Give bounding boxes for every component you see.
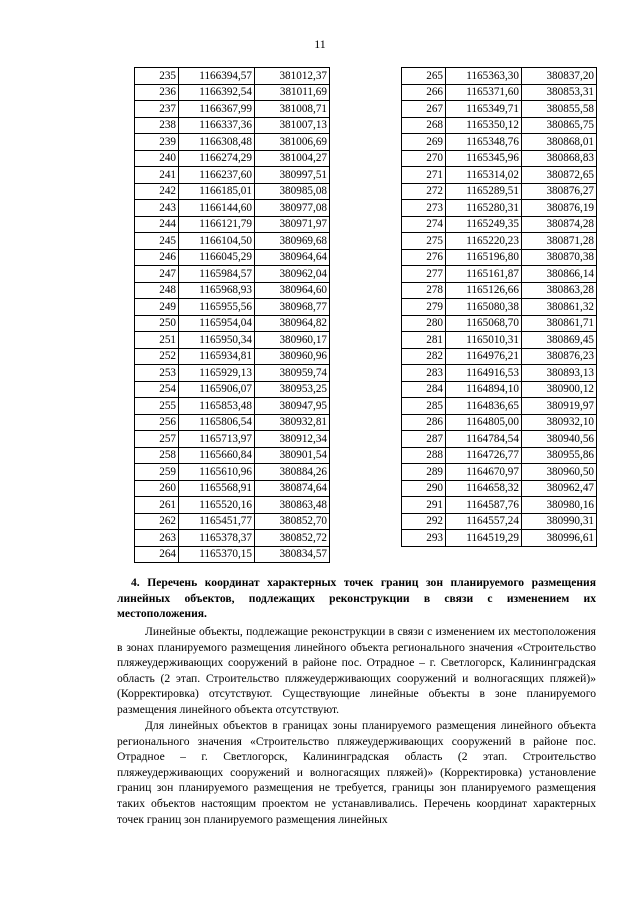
- paragraph-1-text: Линейные объекты, подлежащие реконструкции в связи с изменением их местоположения в зонах планируемого размещения линейного объекта регионального значения «Строительство пляжеудерживающих сооружений в районе пос. Отрадное – г. Светлогорск, Калининградская область (2 этап. Строительство пляжеудерживающих сооружений и волногасящих пляжей)» (Корректировка) отсутствуют. Существующие линейные объекты в зоне планируемого размещения линейного объекта отсутствуют.: [117, 625, 596, 716]
- table-row: [135, 101, 330, 118]
- table-row: [402, 398, 597, 415]
- x-coordinate-cell: 1165968,93: [179, 282, 255, 299]
- x-coordinate-cell: 1165568,91: [179, 480, 255, 497]
- point-number-cell: 251: [135, 332, 179, 349]
- x-coordinate-cell: 1165934,81: [179, 348, 255, 365]
- point-number-cell: 255: [135, 398, 179, 415]
- point-number-cell: 281: [402, 332, 446, 349]
- table-row: [135, 348, 330, 365]
- point-number-cell: 261: [135, 497, 179, 514]
- table-row: [402, 68, 597, 85]
- point-number-cell: 246: [135, 249, 179, 266]
- table-row: [135, 398, 330, 415]
- y-coordinate-cell: 380900,12: [522, 381, 597, 398]
- y-coordinate-cell: 380919,97: [522, 398, 597, 415]
- x-coordinate-cell: 1165161,87: [446, 266, 522, 283]
- table-row: [135, 315, 330, 332]
- x-coordinate-cell: 1166337,36: [179, 117, 255, 134]
- point-number-cell: 249: [135, 299, 179, 316]
- table-row: [135, 530, 330, 547]
- table-row: [402, 101, 597, 118]
- point-number-cell: 245: [135, 233, 179, 250]
- point-number-cell: 242: [135, 183, 179, 200]
- table-row: [135, 68, 330, 85]
- point-number-cell: 267: [402, 101, 446, 118]
- y-coordinate-cell: 380959,74: [255, 365, 330, 382]
- point-number-cell: 250: [135, 315, 179, 332]
- point-number-cell: 254: [135, 381, 179, 398]
- y-coordinate-cell: 380985,08: [255, 183, 330, 200]
- table-row: [402, 117, 597, 134]
- y-coordinate-cell: 380969,68: [255, 233, 330, 250]
- point-number-cell: 252: [135, 348, 179, 365]
- y-coordinate-cell: 380990,31: [522, 513, 597, 530]
- x-coordinate-cell: 1165080,38: [446, 299, 522, 316]
- table-row: [135, 200, 330, 217]
- x-coordinate-cell: 1164805,00: [446, 414, 522, 431]
- y-coordinate-cell: 380960,17: [255, 332, 330, 349]
- table-row: [402, 216, 597, 233]
- table-row: [135, 266, 330, 283]
- point-number-cell: 236: [135, 84, 179, 101]
- point-number-cell: 248: [135, 282, 179, 299]
- x-coordinate-cell: 1165314,02: [446, 167, 522, 184]
- y-coordinate-cell: 380853,31: [522, 84, 597, 101]
- x-coordinate-cell: 1166144,60: [179, 200, 255, 217]
- table-row: [402, 381, 597, 398]
- point-number-cell: 262: [135, 513, 179, 530]
- x-coordinate-cell: 1165906,07: [179, 381, 255, 398]
- point-number-cell: 269: [402, 134, 446, 151]
- table-row: [135, 84, 330, 101]
- x-coordinate-cell: 1165126,66: [446, 282, 522, 299]
- y-coordinate-cell: 381012,37: [255, 68, 330, 85]
- table-row: [135, 431, 330, 448]
- x-coordinate-cell: 1165378,37: [179, 530, 255, 547]
- x-coordinate-cell: 1164976,21: [446, 348, 522, 365]
- point-number-cell: 260: [135, 480, 179, 497]
- table-row: [135, 183, 330, 200]
- y-coordinate-cell: 380866,14: [522, 266, 597, 283]
- table-row: [402, 167, 597, 184]
- point-number-cell: 258: [135, 447, 179, 464]
- y-coordinate-cell: 380940,56: [522, 431, 597, 448]
- x-coordinate-cell: 1166394,57: [179, 68, 255, 85]
- x-coordinate-cell: 1164587,76: [446, 497, 522, 514]
- point-number-cell: 273: [402, 200, 446, 217]
- y-coordinate-cell: 380863,48: [255, 497, 330, 514]
- point-number-cell: 277: [402, 266, 446, 283]
- table-row: [135, 546, 330, 563]
- x-coordinate-cell: 1165196,80: [446, 249, 522, 266]
- y-coordinate-cell: 380960,50: [522, 464, 597, 481]
- table-row: [402, 150, 597, 167]
- y-coordinate-cell: 380868,83: [522, 150, 597, 167]
- table-row: [135, 233, 330, 250]
- y-coordinate-cell: 381011,69: [255, 84, 330, 101]
- point-number-cell: 253: [135, 365, 179, 382]
- table-row: [135, 464, 330, 481]
- section-number: 4.: [131, 576, 140, 589]
- table-row: [402, 84, 597, 101]
- point-number-cell: 293: [402, 530, 446, 547]
- point-number-cell: 243: [135, 200, 179, 217]
- page-number: 11: [314, 37, 326, 51]
- y-coordinate-cell: 380876,23: [522, 348, 597, 365]
- table-row: [135, 150, 330, 167]
- y-coordinate-cell: 380870,38: [522, 249, 597, 266]
- y-coordinate-cell: 380932,10: [522, 414, 597, 431]
- x-coordinate-cell: 1164658,32: [446, 480, 522, 497]
- y-coordinate-cell: 380876,19: [522, 200, 597, 217]
- point-number-cell: 291: [402, 497, 446, 514]
- y-coordinate-cell: 380861,71: [522, 315, 597, 332]
- x-coordinate-cell: 1165660,84: [179, 447, 255, 464]
- x-coordinate-cell: 1165220,23: [446, 233, 522, 250]
- y-coordinate-cell: 380997,51: [255, 167, 330, 184]
- table-row: [402, 134, 597, 151]
- y-coordinate-cell: 381008,71: [255, 101, 330, 118]
- table-row: [135, 513, 330, 530]
- table-row: [135, 381, 330, 398]
- x-coordinate-cell: 1165280,31: [446, 200, 522, 217]
- point-number-cell: 275: [402, 233, 446, 250]
- x-coordinate-cell: 1165370,15: [179, 546, 255, 563]
- table-row: [402, 431, 597, 448]
- table-row: [402, 249, 597, 266]
- y-coordinate-cell: 380861,32: [522, 299, 597, 316]
- y-coordinate-cell: 380960,96: [255, 348, 330, 365]
- x-coordinate-cell: 1164836,65: [446, 398, 522, 415]
- x-coordinate-cell: 1165345,96: [446, 150, 522, 167]
- x-coordinate-cell: 1165349,71: [446, 101, 522, 118]
- y-coordinate-cell: 380869,45: [522, 332, 597, 349]
- point-number-cell: 276: [402, 249, 446, 266]
- table-row: [135, 332, 330, 349]
- y-coordinate-cell: 380884,26: [255, 464, 330, 481]
- point-number-cell: 280: [402, 315, 446, 332]
- x-coordinate-cell: 1164784,54: [446, 431, 522, 448]
- y-coordinate-cell: 380876,27: [522, 183, 597, 200]
- x-coordinate-cell: 1165929,13: [179, 365, 255, 382]
- y-coordinate-cell: 380977,08: [255, 200, 330, 217]
- section-heading: [117, 575, 596, 622]
- x-coordinate-cell: 1166392,54: [179, 84, 255, 101]
- table-row: [402, 282, 597, 299]
- x-coordinate-cell: 1165350,12: [446, 117, 522, 134]
- point-number-cell: 266: [402, 84, 446, 101]
- table-row: [135, 167, 330, 184]
- table-row: [135, 216, 330, 233]
- y-coordinate-cell: 380874,28: [522, 216, 597, 233]
- table-row: [135, 497, 330, 514]
- table-row: [402, 348, 597, 365]
- x-coordinate-cell: 1166045,29: [179, 249, 255, 266]
- y-coordinate-cell: 380980,16: [522, 497, 597, 514]
- point-number-cell: 283: [402, 365, 446, 382]
- paragraph-2: [117, 718, 596, 827]
- table-row: [135, 480, 330, 497]
- y-coordinate-cell: 381006,69: [255, 134, 330, 151]
- y-coordinate-cell: 380893,13: [522, 365, 597, 382]
- point-number-cell: 244: [135, 216, 179, 233]
- y-coordinate-cell: 380852,70: [255, 513, 330, 530]
- point-number-cell: 290: [402, 480, 446, 497]
- y-coordinate-cell: 380964,60: [255, 282, 330, 299]
- table-row: [135, 249, 330, 266]
- x-coordinate-cell: 1164519,29: [446, 530, 522, 547]
- y-coordinate-cell: 380834,57: [255, 546, 330, 563]
- y-coordinate-cell: 380947,95: [255, 398, 330, 415]
- table-row: [402, 480, 597, 497]
- table-row: [135, 282, 330, 299]
- x-coordinate-cell: 1166308,48: [179, 134, 255, 151]
- y-coordinate-cell: 380863,28: [522, 282, 597, 299]
- point-number-cell: 256: [135, 414, 179, 431]
- x-coordinate-cell: 1164894,10: [446, 381, 522, 398]
- point-number-cell: 270: [402, 150, 446, 167]
- point-number-cell: 237: [135, 101, 179, 118]
- table-row: [402, 497, 597, 514]
- table-row: [402, 233, 597, 250]
- point-number-cell: 278: [402, 282, 446, 299]
- x-coordinate-cell: 1166185,01: [179, 183, 255, 200]
- table-row: [402, 530, 597, 547]
- y-coordinate-cell: 380964,82: [255, 315, 330, 332]
- point-number-cell: 284: [402, 381, 446, 398]
- y-coordinate-cell: 380955,86: [522, 447, 597, 464]
- table-row: [402, 447, 597, 464]
- y-coordinate-cell: 381007,13: [255, 117, 330, 134]
- table-row: [402, 513, 597, 530]
- paragraph-1: [117, 624, 596, 718]
- y-coordinate-cell: 380932,81: [255, 414, 330, 431]
- point-number-cell: 292: [402, 513, 446, 530]
- x-coordinate-cell: 1165955,56: [179, 299, 255, 316]
- y-coordinate-cell: 380953,25: [255, 381, 330, 398]
- y-coordinate-cell: 380874,64: [255, 480, 330, 497]
- point-number-cell: 271: [402, 167, 446, 184]
- x-coordinate-cell: 1165610,96: [179, 464, 255, 481]
- table-row: [135, 447, 330, 464]
- y-coordinate-cell: 381004,27: [255, 150, 330, 167]
- point-number-cell: 287: [402, 431, 446, 448]
- x-coordinate-cell: 1164916,53: [446, 365, 522, 382]
- table-row: [135, 117, 330, 134]
- y-coordinate-cell: 380852,72: [255, 530, 330, 547]
- y-coordinate-cell: 380912,34: [255, 431, 330, 448]
- table-row: [402, 266, 597, 283]
- section-heading-text: Перечень координат характерных точек границ зон планируемого размещения линейных объектов, подлежащих реконструкции в связи с изменением их местоположения.: [117, 576, 596, 621]
- point-number-cell: 257: [135, 431, 179, 448]
- y-coordinate-cell: 380962,47: [522, 480, 597, 497]
- table-row: [135, 414, 330, 431]
- paragraph-2-text: Для линейных объектов в границах зоны планируемого размещения линейного объекта регионального значения «Строительство пляжеудерживающих сооружений в районе пос. Отрадное – г. Светлогорск, Калининградская область (2 этап. Строительство пляжеудерживающих сооружений и волногасящих пляжей)» (Корректировка) установление границ зон планируемого размещения не требуется, границы зон планируемого размещения таких объектов настоящим проектом не устанавливались. Перечень координат характерных точек границ зон планируемого размещения линейных: [117, 719, 596, 826]
- x-coordinate-cell: 1165068,70: [446, 315, 522, 332]
- point-number-cell: 268: [402, 117, 446, 134]
- y-coordinate-cell: 380868,01: [522, 134, 597, 151]
- x-coordinate-cell: 1166367,99: [179, 101, 255, 118]
- point-number-cell: 285: [402, 398, 446, 415]
- x-coordinate-cell: 1165520,16: [179, 497, 255, 514]
- x-coordinate-cell: 1165451,77: [179, 513, 255, 530]
- table-row: [402, 315, 597, 332]
- point-number-cell: 247: [135, 266, 179, 283]
- point-number-cell: 289: [402, 464, 446, 481]
- y-coordinate-cell: 380865,75: [522, 117, 597, 134]
- x-coordinate-cell: 1166104,50: [179, 233, 255, 250]
- y-coordinate-cell: 380996,61: [522, 530, 597, 547]
- table-row: [402, 183, 597, 200]
- x-coordinate-cell: 1165348,76: [446, 134, 522, 151]
- x-coordinate-cell: 1165984,57: [179, 266, 255, 283]
- point-number-cell: 265: [402, 68, 446, 85]
- point-number-cell: 259: [135, 464, 179, 481]
- point-number-cell: 239: [135, 134, 179, 151]
- table-row: [135, 134, 330, 151]
- y-coordinate-cell: 380837,20: [522, 68, 597, 85]
- point-number-cell: 240: [135, 150, 179, 167]
- table-row: [402, 332, 597, 349]
- point-number-cell: 272: [402, 183, 446, 200]
- table-row: [402, 299, 597, 316]
- table-row: [135, 365, 330, 382]
- x-coordinate-cell: 1164557,24: [446, 513, 522, 530]
- x-coordinate-cell: 1165010,31: [446, 332, 522, 349]
- y-coordinate-cell: 380872,65: [522, 167, 597, 184]
- point-number-cell: 279: [402, 299, 446, 316]
- point-number-cell: 235: [135, 68, 179, 85]
- x-coordinate-cell: 1165950,34: [179, 332, 255, 349]
- x-coordinate-cell: 1165853,48: [179, 398, 255, 415]
- table-row: [135, 299, 330, 316]
- y-coordinate-cell: 380962,04: [255, 266, 330, 283]
- x-coordinate-cell: 1165954,04: [179, 315, 255, 332]
- point-number-cell: 288: [402, 447, 446, 464]
- x-coordinate-cell: 1166121,79: [179, 216, 255, 233]
- point-number-cell: 241: [135, 167, 179, 184]
- point-number-cell: 238: [135, 117, 179, 134]
- x-coordinate-cell: 1164670,97: [446, 464, 522, 481]
- x-coordinate-cell: 1165371,60: [446, 84, 522, 101]
- point-number-cell: 274: [402, 216, 446, 233]
- x-coordinate-cell: 1166274,29: [179, 150, 255, 167]
- x-coordinate-cell: 1166237,60: [179, 167, 255, 184]
- y-coordinate-cell: 380964,64: [255, 249, 330, 266]
- coordinates-table-left: [134, 67, 330, 563]
- y-coordinate-cell: 380871,28: [522, 233, 597, 250]
- x-coordinate-cell: 1165713,97: [179, 431, 255, 448]
- point-number-cell: 286: [402, 414, 446, 431]
- point-number-cell: 264: [135, 546, 179, 563]
- table-row: [402, 200, 597, 217]
- coordinates-table-right: [401, 67, 597, 547]
- y-coordinate-cell: 380855,58: [522, 101, 597, 118]
- y-coordinate-cell: 380968,77: [255, 299, 330, 316]
- point-number-cell: 282: [402, 348, 446, 365]
- x-coordinate-cell: 1165363,30: [446, 68, 522, 85]
- table-row: [402, 365, 597, 382]
- y-coordinate-cell: 380901,54: [255, 447, 330, 464]
- y-coordinate-cell: 380971,97: [255, 216, 330, 233]
- x-coordinate-cell: 1165289,51: [446, 183, 522, 200]
- point-number-cell: 263: [135, 530, 179, 547]
- x-coordinate-cell: 1165806,54: [179, 414, 255, 431]
- table-row: [402, 464, 597, 481]
- table-row: [402, 414, 597, 431]
- x-coordinate-cell: 1164726,77: [446, 447, 522, 464]
- x-coordinate-cell: 1165249,35: [446, 216, 522, 233]
